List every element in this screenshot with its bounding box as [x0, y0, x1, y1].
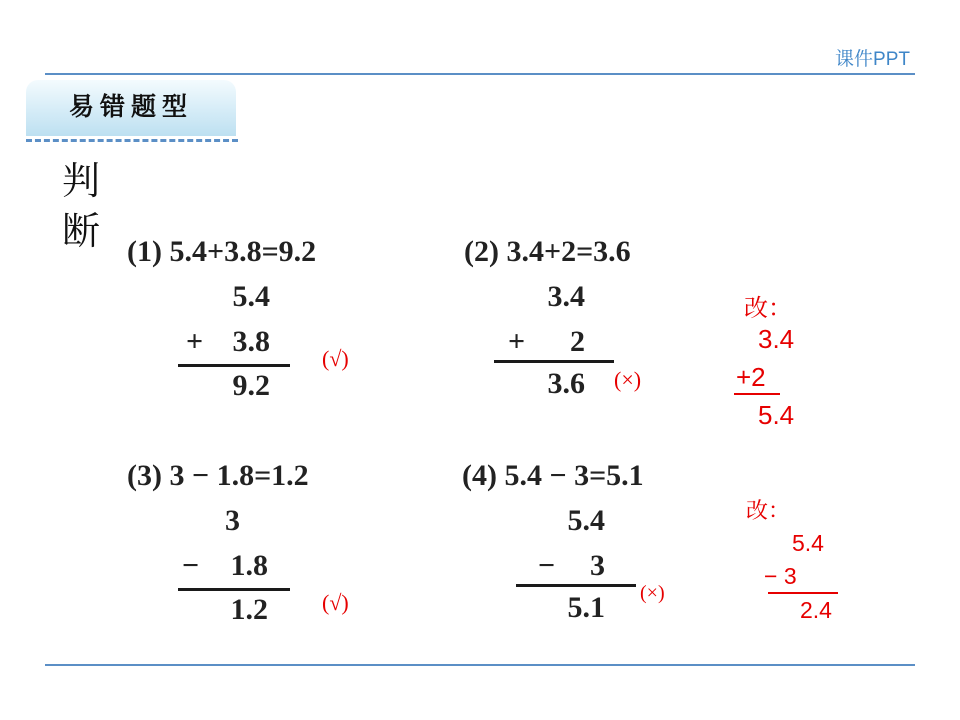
problem-2-top-number: 3.4	[547, 280, 585, 313]
problem-1-result: 9.2	[232, 369, 270, 402]
problem-3-mark: (√)	[322, 590, 349, 615]
problem-2-equation: (2) 3.4+2=3.6	[464, 235, 631, 268]
brand-label: 课件PPT	[835, 49, 910, 70]
problem-3-difference-line	[178, 588, 290, 591]
problem-1-equation: (1) 5.4+3.8=9.2	[127, 235, 317, 268]
problem-2-bottom-number: 2	[570, 325, 585, 358]
problem-2-result: 3.6	[547, 367, 585, 400]
correction-1-top-number: 3.4	[758, 324, 795, 354]
problem-4-equation: (4) 5.4 − 3=5.1	[462, 459, 644, 492]
correction-1-result: 5.4	[758, 400, 795, 430]
correction-2-difference-line	[768, 592, 838, 594]
problem-4-top-number: 5.4	[567, 504, 605, 537]
problem-3-result: 1.2	[230, 593, 268, 626]
problem-2-operator: +	[508, 325, 526, 358]
problem-4-result: 5.1	[567, 591, 605, 624]
problem-2-mark: (×)	[614, 367, 642, 392]
correction-1-label: 改：	[744, 296, 792, 322]
correction-1-sum-line	[734, 393, 780, 395]
problem-3-bottom-number: 1.8	[230, 549, 268, 582]
top-divider	[45, 73, 915, 75]
problem-1-sum-line	[178, 364, 290, 367]
correction-1-operator: +2	[736, 362, 766, 392]
problem-1-operator: +	[186, 325, 204, 358]
correction-2-label: 改：	[746, 498, 791, 523]
correction-2-operator: − 3	[764, 563, 797, 589]
bottom-divider	[45, 664, 915, 666]
problem-1-mark: (√)	[322, 346, 349, 371]
correction-2-top-number: 5.4	[792, 530, 824, 556]
correction-2-result: 2.4	[800, 597, 832, 623]
problem-3-top-number: 3	[225, 504, 240, 537]
instruction-text: 判断	[62, 161, 101, 253]
problem-1-bottom-number: 3.8	[232, 325, 270, 358]
section-tag-label: 易错题型	[68, 94, 193, 121]
problem-3-equation: (3) 3 − 1.8=1.2	[127, 459, 309, 492]
problem-4-difference-line	[516, 584, 636, 587]
section-dashed-underline	[26, 139, 238, 142]
problem-3-operator: −	[182, 549, 200, 582]
problem-4-operator: −	[538, 549, 556, 582]
problem-1-top-number: 5.4	[232, 280, 270, 313]
problem-2-sum-line	[494, 360, 614, 363]
problem-4-mark: (×)	[640, 582, 665, 604]
problem-4-bottom-number: 3	[590, 549, 605, 582]
